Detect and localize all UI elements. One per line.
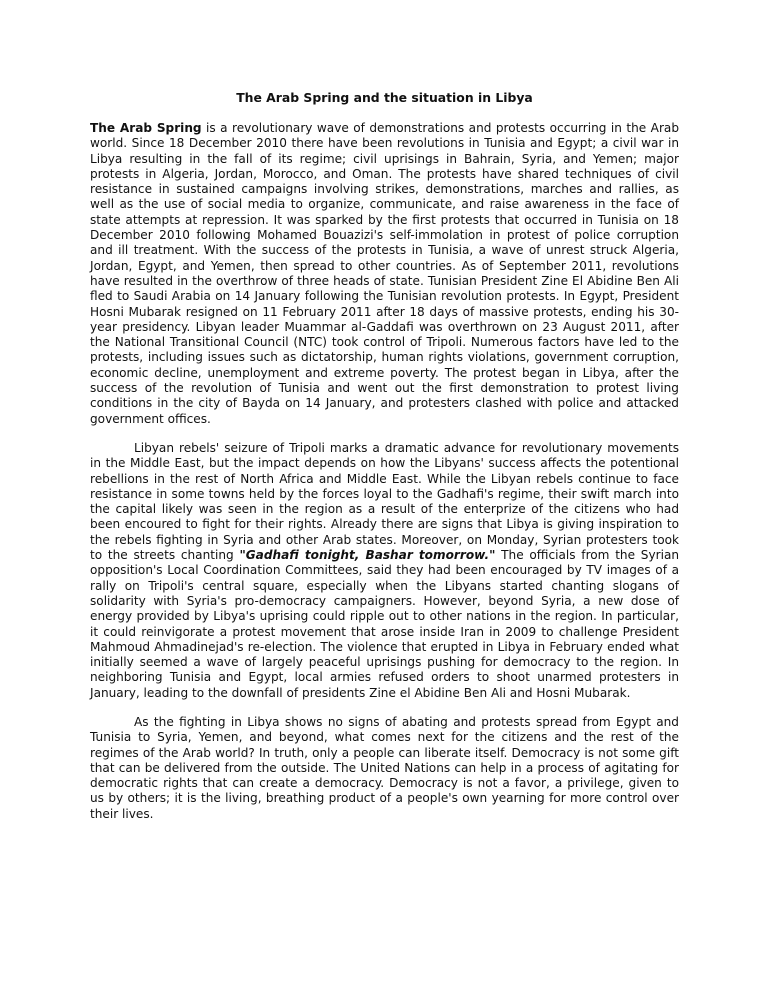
paragraph-2 [90, 441, 679, 701]
paragraph-1 [90, 121, 679, 427]
paragraph-2-text-before: Libyan rebels' seizure of Tripoli marks a dramatic advance for revolutionary movements in the Middle East, but the impact depends on how the Libyans' success affects the potentional rebellions in the rest of North Africa and Middle East. While the Libyan rebels continue to face resistance in some towns held by the forces loyal to the Gadhafi's regime, their swift march into the capital likely was seen in the region as a result of the enterprize of the citizens who had been encoured to fight for their rights. Already there are signs that Libya is giving inspiration to the rebels fighting in Syria and other Arab states. Moreover, on Monday, Syrian protesters took to the streets chanting [90, 440, 679, 563]
document-title: The Arab Spring and the situation in Libya [236, 90, 533, 105]
paragraph-2-text-after: The officials from the Syrian opposition's Local Coordination Committees, said they had been encouraged by TV images of a rally on Tripoli's central square, especially when the Libyans started chanting slogans of solidarity with Syria's pro-democracy campaigners. However, beyond Syria, a new dose of energy provided by Libya's uprising could ripple out to other nations in the region. In particular, it could reinvigorate a protest movement that arose inside Iran in 2009 to challenge President Mahmoud Ahmadinejad's re-election. The violence that erupted in Libya in February ended what initially seemed a wave of largely peaceful uprisings pushing for democracy to the region. In neighboring Tunisia and Egypt, local armies refused orders to shoot unarmed protesters in January, leading to the downfall of presidents Zine el Abidine Ben Ali and Hosni Mubarak. [90, 548, 680, 700]
paragraph-3 [90, 715, 679, 822]
paragraph-3-text: As the fighting in Libya shows no signs of abating and protests spread from Egypt and Tunisia to Syria, Yemen, and beyond, what comes next for the citizens and the rest of the regimes of the Arab world? In truth, only a people can liberate itself. Democracy is not some gift that can be delivered from the outside. The United Nations can help in a process of agitating for democratic rights that can create a democracy. Democracy is not a favor, a privilege, given to us by others; it is the living, breathing product of a people's own yearning for more control over their lives. [90, 714, 679, 821]
paragraph-2-quote: "Gadhafi tonight, Bashar tomorrow." [239, 548, 496, 563]
paragraph-1-text: is a revolutionary wave of demonstrations and protests occurring in the Arab world. Since 18 December 2010 there have been revolutions in Tunisia and Egypt; a civil war in Libya resulting in the fall of its regime; civil uprisings in Bahrain, Syria, and Yemen; major protests in Algeria, Jordan, Morocco, and Oman. The protests have shared techniques of civil resistance in sustained campaigns involving strikes, demonstrations, marches and rallies, as well as the use of social media to organize, communicate, and raise awareness in the face of state attempts at repression. It was sparked by the first protests that occurred in Tunisia on 18 December 2010 following Mohamed Bouazizi's self-immolation in protest of police corruption and ill treatment. With the success of the protests in Tunisia, a wave of unrest struck Algeria, Jordan, Egypt, and Yemen, then spread to other countries. As of September 2011, revolutions have resulted in the overthrow of three heads of state. Tunisian President Zine El Abidine Ben Ali fled to Saudi Arabia on 14 January following the Tunisian revolution protests. In Egypt, President Hosni Mubarak resigned on 11 February 2011 after 18 days of massive protests, ending his 30-year presidency. Libyan leader Muammar al-Gaddafi was overthrown on 23 August 2011, after the National Transitional Council (NTC) took control of Tripoli. Numerous factors have led to the protests, including issues such as dictatorship, human rights violations, government corruption, economic decline, unemployment and extreme poverty. The protest began in Libya, after the success of the revolution of Tunisia and went out the first demonstration to protest living conditions in the city of Bayda on 14 January, and protesters clashed with police and attacked government offices. [90, 121, 680, 426]
document-page [90, 90, 679, 836]
paragraph-1-lead: The Arab Spring [90, 121, 202, 135]
